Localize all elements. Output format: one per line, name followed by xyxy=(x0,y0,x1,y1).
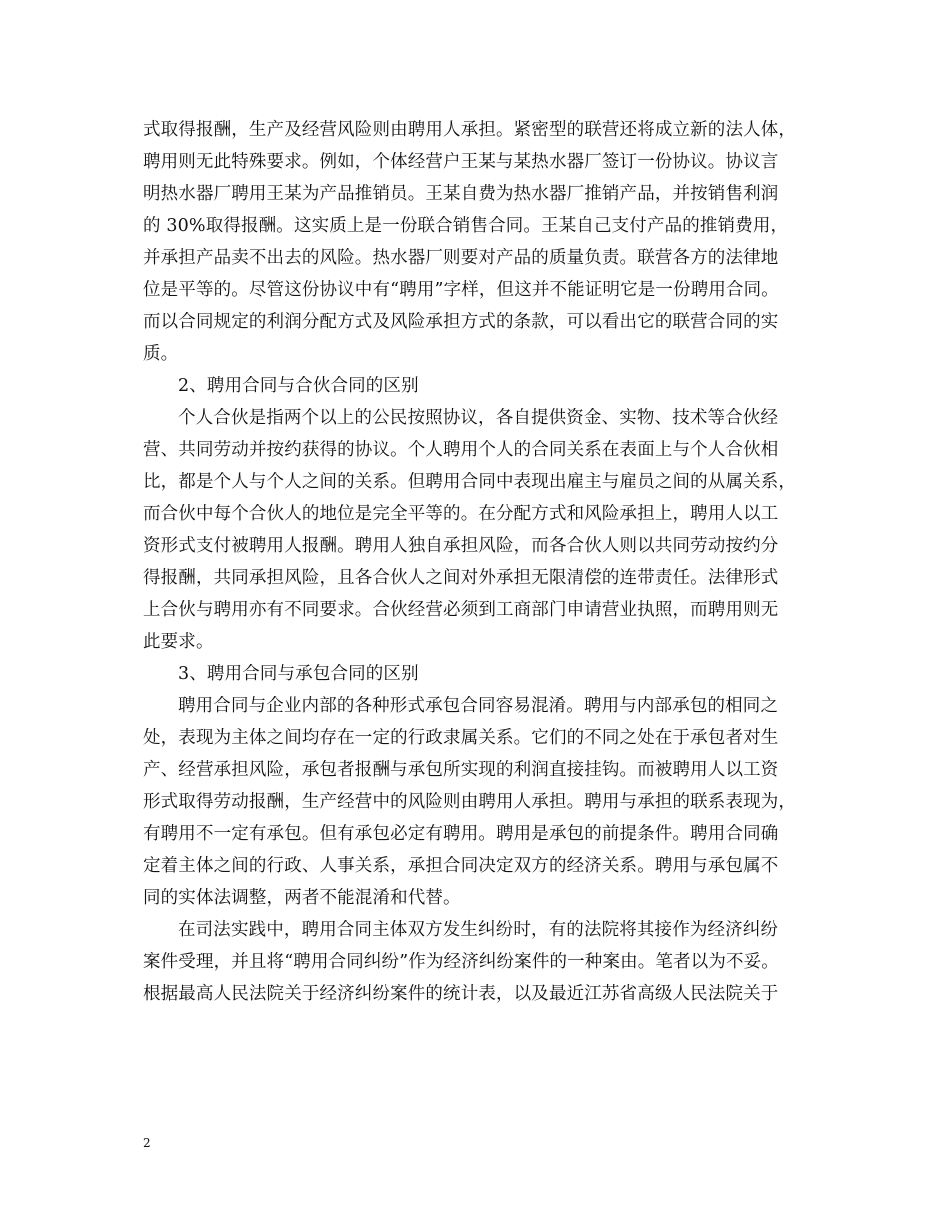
text-line: 案件受理，并且将“聘用合同纠纷”作为经济纠纷案件的一种案由。笔者以为不妥。 xyxy=(143,952,779,972)
text-line: 在司法实践中，聘用合同主体双方发生纠纷时，有的法院将其接作为经济纠纷 xyxy=(178,920,779,940)
body-text xyxy=(143,114,807,1010)
text-line: 式取得报酬，生产及经营风险则由聘用人承担。紧密型的联营还将成立新的法人体， xyxy=(143,120,797,140)
text-line: 此要求。 xyxy=(143,632,214,652)
text-line: 比，都是个人与个人之间的关系。但聘用合同中表现出雇主与雇员之间的从属关系， xyxy=(143,472,797,492)
text-line: 定着主体之间的行政、人事关系，承担合同决定双方的经济关系。聘用与承包属不 xyxy=(143,856,779,876)
text-line: 2、聘用合同与合伙合同的区别 xyxy=(178,376,419,396)
page-number: 2 xyxy=(143,1136,151,1150)
text-line: 形式取得劳动报酬，生产经营中的风险则由聘用人承担。聘用与承担的联系表现为， xyxy=(143,792,797,812)
text-line: 而合伙中每个合伙人的地位是完全平等的。在分配方式和风险承担上，聘用人以工 xyxy=(143,504,779,524)
text-line: 而以合同规定的利润分配方式及风险承担方式的条款，可以看出它的联营合同的实 xyxy=(143,312,779,332)
text-line: 资形式支付被聘用人报酬。聘用人独自承担风险，而各合伙人则以共同劳动按约分 xyxy=(143,536,779,556)
text-line: 位是平等的。尽管这份协议中有“聘用”字样，但这并不能证明它是一份聘用合同。 xyxy=(143,280,779,300)
text-line: 个人合伙是指两个以上的公民按照协议，各自提供资金、实物、技术等合伙经 xyxy=(178,408,779,428)
text-line: 营、共同劳动并按约获得的协议。个人聘用个人的合同关系在表面上与个人合伙相 xyxy=(143,440,779,460)
text-line: 得报酬，共同承担风险，且各合伙人之间对外承担无限清偿的连带责任。法律形式 xyxy=(143,568,779,588)
text-line: 聘用则无此特殊要求。例如，个体经营户王某与某热水器厂签订一份协议。协议言 xyxy=(143,152,779,172)
text-line: 的 30%取得报酬。这实质上是一份联合销售合同。王某自己支付产品的推销费用， xyxy=(143,216,789,236)
text-line: 3、聘用合同与承包合同的区别 xyxy=(178,664,419,684)
text-line: 有聘用不一定有承包。但有承包必定有聘用。聘用是承包的前提条件。聘用合同确 xyxy=(143,824,779,844)
text-line: 聘用合同与企业内部的各种形式承包合同容易混淆。聘用与内部承包的相同之 xyxy=(178,696,779,716)
text-line: 产、经营承担风险，承包者报酬与承包所实现的利润直接挂钩。而被聘用人以工资 xyxy=(143,760,779,780)
text-line: 处，表现为主体之间均存在一定的行政隶属关系。它们的不同之处在于承包者对生 xyxy=(143,728,779,748)
text-line: 明热水器厂聘用王某为产品推销员。王某自费为热水器厂推销产品，并按销售利润 xyxy=(143,184,779,204)
text-line: 上合伙与聘用亦有不同要求。合伙经营必须到工商部门申请营业执照，而聘用则无 xyxy=(143,600,779,620)
text-line: 同的实体法调整，两者不能混淆和代替。 xyxy=(143,888,461,908)
text-line: 并承担产品卖不出去的风险。热水器厂则要对产品的质量负责。联营各方的法律地 xyxy=(143,248,779,268)
text-line: 质。 xyxy=(143,344,179,364)
text-line: 根据最高人民法院关于经济纠纷案件的统计表，以及最近江苏省高级人民法院关于 xyxy=(143,984,779,1004)
